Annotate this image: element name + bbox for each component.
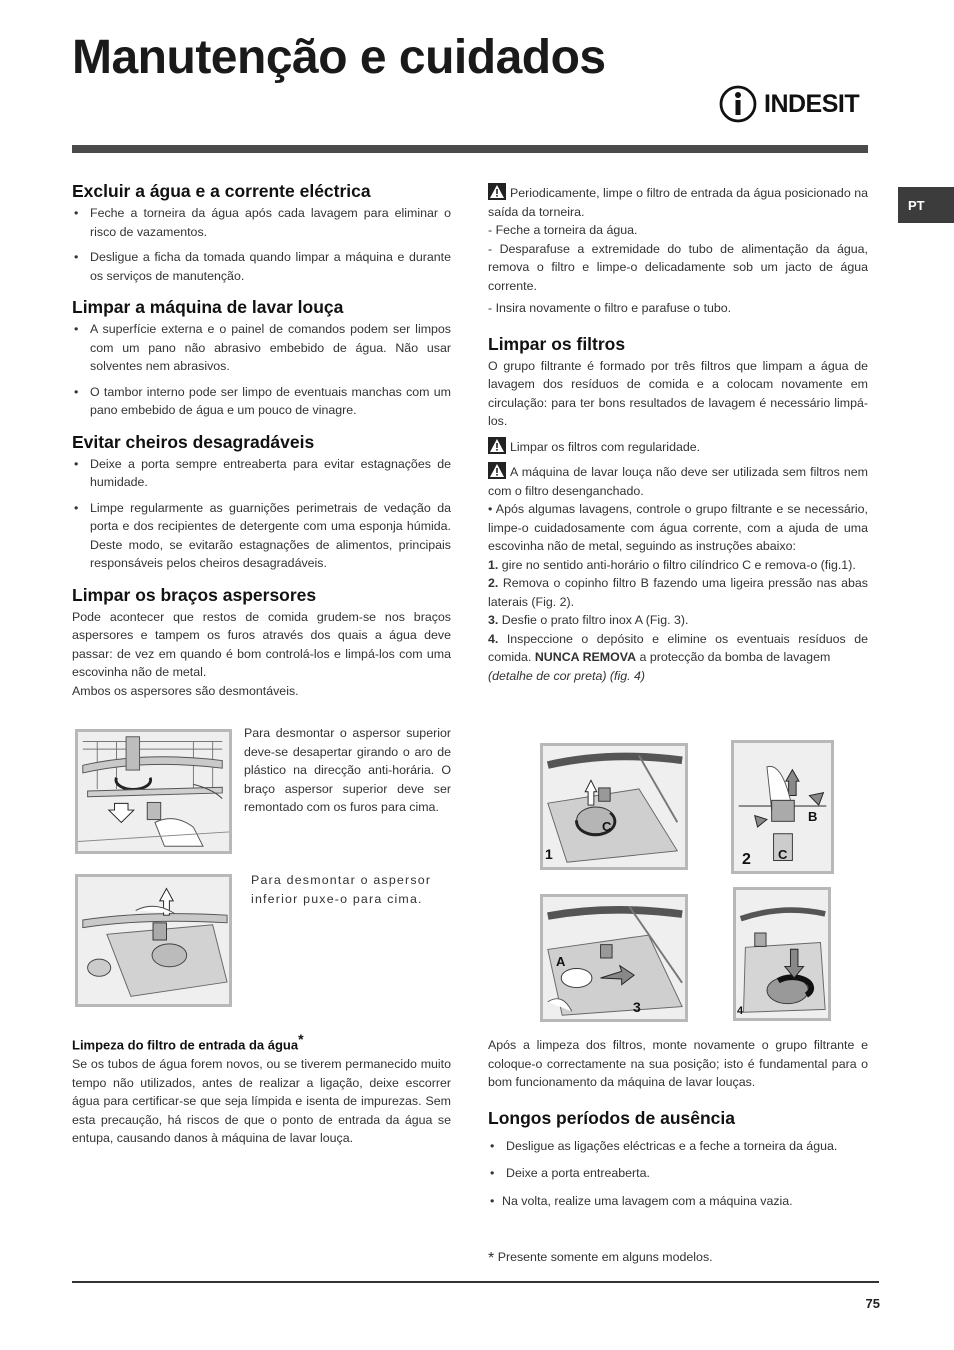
bullet-list: [72, 204, 451, 285]
upper-sprayer-figure: [75, 729, 232, 854]
list-item: • Desligue a ficha da tomada quando limpar a máquina e durante os serviços de manutenção.: [72, 248, 451, 285]
paragraph: Pode acontecer que restos de comida grudem-se nos braços aspersores e tampem os furos através dos quais a água deve passar: de vez em quando é bom controlá-los e limpá-los com uma escovinha não de metal.: [72, 609, 451, 679]
figure-label: C: [602, 819, 612, 834]
warning-paragraph: [488, 437, 868, 457]
list-item: • Feche a torneira da água após cada lavagem para eliminar o risco de vazamentos.: [72, 204, 451, 241]
inlet-filter-section: [72, 1029, 451, 1148]
upper-sprayer-caption: Para desmontar o aspersor superior deve-se desapertar girando o aro de plástico na direcção anti-horária. O braço aspersor superior deve ser remontado com os furos para cima.: [244, 726, 451, 814]
filter-figure-4: [733, 887, 831, 1021]
page-title: Manutenção e cuidados: [72, 31, 606, 84]
section-heading: Limpar a máquina de lavar louça: [72, 297, 344, 317]
brand-wordmark: INDESIT: [764, 89, 860, 118]
page-number: 75: [865, 1296, 880, 1311]
step-line: - Insira novamente o filtro e parafuse o tubo.: [488, 301, 732, 315]
step-3: [488, 611, 868, 630]
step-number: 1.: [488, 557, 499, 572]
after-cleaning-section: [488, 1036, 868, 1217]
step-number: 4.: [488, 631, 499, 646]
lower-sprayer-caption: Para desmontar o aspersor inferior puxe-o para cima.: [251, 873, 432, 906]
paragraph: Se os tubos de água forem novos, ou se tiverem permanecido muito tempo não utilizados, antes de realizar a ligação, deixe escorrer água para certificar-se que seja límpida e isenta de impurezas. Sem esta precaução, há riscos de que o ponto de entrada da água se entupa, causando danos à máquina de lavar louça.: [72, 1057, 451, 1146]
step-line: - Desparafuse a extremidade do tubo de alimentação da água, remova o filtro e limpe-o delicadamente sob um jacto de água corrente.: [488, 241, 868, 293]
subsection-heading-text: Limpeza do filtro de entrada da água: [72, 1037, 299, 1053]
figure-label: C: [778, 847, 788, 862]
warning-paragraph: [488, 183, 868, 221]
warning-text: Periodicamente, limpe o filtro de entrada da água posicionado na saída da torneira.: [488, 186, 868, 219]
list-item: • Limpe regularmente as guarnições perimetrais de vedação da porta e dos recipientes de detergente com uma esponja húmida. Deste modo, se evitarão estagnações de alimentos, principais responsáveis pelos cheiros desagradáveis.: [72, 499, 451, 573]
subsection-heading: [72, 1029, 451, 1055]
right-column: [488, 183, 868, 685]
warning-paragraph: [488, 462, 868, 500]
step-number: 3.: [488, 613, 499, 627]
lower-sprayer-figure: [75, 874, 232, 1007]
section-heading: Limpar os filtros: [488, 333, 626, 354]
indesit-logo-icon: [718, 84, 758, 124]
section-heading: Longos períodos de ausência: [488, 1107, 735, 1128]
step-2: [488, 574, 868, 611]
step-note: (detalhe de cor preta) (fig. 4): [488, 668, 646, 683]
step-text: gire no sentido anti-horário o filtro cilíndrico C e remova-o (fig.1).: [501, 557, 856, 572]
figure-number: 2: [742, 851, 751, 868]
step-text: Desfie o prato filtro inox A (Fig. 3).: [501, 613, 689, 627]
brand-logo: [718, 84, 859, 124]
section-heading: Limpar os braços aspersores: [72, 584, 317, 605]
asterisk-mark: *: [298, 1031, 304, 1047]
section-heading: Evitar cheiros desagradáveis: [72, 431, 315, 452]
footnote-mark: *: [488, 1250, 495, 1267]
step-emphasis: NUNCA REMOVA: [534, 650, 637, 664]
warning-text: A máquina de lavar louça não deve ser utilizada sem filtros nem com o filtro desenganchado.: [488, 465, 868, 498]
figure-number: 4: [737, 1005, 744, 1017]
paragraph: Ambos os aspersores são desmontáveis.: [72, 683, 299, 698]
bullet-list: [72, 320, 451, 420]
warning-icon: [488, 462, 506, 479]
list-item: • Deixe a porta entreaberta.: [488, 1164, 868, 1183]
section-heading: Excluir a água e a corrente eléctrica: [72, 181, 371, 201]
warning-icon: [488, 437, 506, 454]
list-item: • O tambor interno pode ser limpo de eventuais manchas com um pano embebido de água e um pouco de vinagre.: [72, 383, 451, 420]
step-text: Inspeccione o depósito e elimine os eventuais resíduos de comida.: [488, 631, 868, 664]
bullet-list: [488, 1137, 868, 1211]
footnote: [488, 1248, 868, 1269]
footer-divider: [72, 1281, 879, 1283]
warning-text: Limpar os filtros com regularidade.: [510, 439, 701, 454]
step-text: Remova o copinho filtro B fazendo uma ligeira pressão nas abas laterais (Fig. 2).: [488, 576, 868, 609]
step-4: [488, 630, 868, 686]
list-item: • A superfície externa e o painel de comandos podem ser limpos com um pano não abrasivo embebido de água. Não usar solventes nem abrasivos.: [72, 320, 451, 376]
paragraph: O grupo filtrante é formado por três filtros que limpam a água de lavagem dos resíduos de comida e a colocam novamente em circulação: para ter bons resultados de lavagem é necessário limpá-los.: [488, 358, 868, 428]
step-text: a protecção da bomba de lavagem: [639, 650, 831, 664]
step-line: - Feche a torneira da água.: [488, 223, 638, 237]
figure-label: B: [808, 809, 818, 824]
figure-number: 3: [633, 999, 641, 1015]
language-tab: PT: [898, 187, 954, 223]
filter-figure-1: [540, 743, 688, 870]
footnote-text: Presente somente em alguns modelos.: [497, 1250, 713, 1264]
step-1: [488, 556, 868, 575]
step-number: 2.: [488, 576, 499, 590]
left-column: [72, 180, 451, 700]
paragraph: • Após algumas lavagens, controle o grupo filtrante e se necessário, limpe-o cuidadosamente com água corrente, com a ajuda de uma escovinha não de metal, seguindo as instruções abaixo:: [488, 502, 868, 553]
warning-icon: [488, 183, 506, 200]
header-divider: [72, 145, 868, 153]
list-item: • Desligue as ligações eléctricas e a feche a torneira da água.: [488, 1137, 868, 1156]
paragraph: Após a limpeza dos filtros, monte novamente o grupo filtrante e coloque-o correctamente na sua posição; isto é fundamental para o bom funcionamento da máquina de lavar louças.: [488, 1038, 868, 1089]
list-item: • Na volta, realize uma lavagem com a máquina vazia.: [488, 1192, 868, 1211]
list-item: • Deixe a porta sempre entreaberta para evitar estagnações de humidade.: [72, 455, 451, 492]
bullet-list: [72, 455, 451, 573]
figure-label: A: [556, 954, 566, 969]
figure-number: 1: [545, 846, 553, 862]
